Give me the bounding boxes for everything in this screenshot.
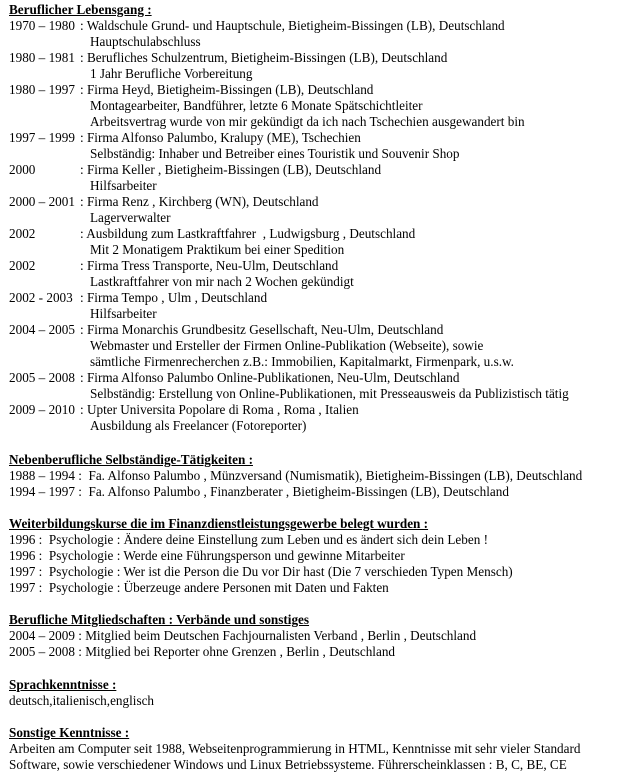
section-heading-languages: Sprachkenntnisse :	[9, 677, 117, 692]
career-date: 2004 – 2005	[9, 322, 75, 337]
career-entry-title: : Waldschule Grund- und Hauptschule, Bietigheim-Bissingen (LB), Deutschland	[80, 18, 505, 33]
career-entry-detail: Hauptschulabschluss	[90, 34, 201, 49]
career-entry-detail: Selbständig: Inhaber und Betreiber eines Touristik und Souvenir Shop	[90, 146, 460, 161]
language-line: deutsch,italienisch,englisch	[9, 693, 155, 708]
career-date: 1980 – 1997	[9, 82, 75, 97]
section-heading-career: Beruflicher Lebensgang :	[9, 2, 152, 17]
career-entry-detail: Arbeitsvertrag wurde von mir gekündigt da ich nach Tschechien ausgewandert bin	[90, 114, 525, 129]
other-skills-line: Arbeiten am Computer seit 1988, Webseitenprogrammierung in HTML, Kenntnisse mit sehr vieler Standard	[9, 741, 581, 756]
career-entry-detail: sämtliche Firmenrecherchen z.B.: Immobilien, Kapitalmarkt, Firmenpark, u.s.w.	[90, 354, 514, 369]
career-entry-detail: Ausbildung als Freelancer (Fotoreporter)	[90, 418, 307, 433]
career-date: 1997 – 1999	[9, 130, 75, 145]
course-line: 1996 : Psychologie : Werde eine Führungsperson und gewinne Mitarbeiter	[9, 548, 405, 563]
career-entry-detail: Hilfsarbeiter	[90, 178, 157, 193]
career-entry-title: : Firma Alfonso Palumbo, Kralupy (ME), Tschechien	[80, 130, 361, 145]
career-entry-detail: Selbständig: Erstellung von Online-Publikationen, mit Presseausweis da Publizistisch tätig	[90, 386, 569, 401]
career-entry-detail: Mit 2 Monatigem Praktikum bei einer Spedition	[90, 242, 345, 257]
career-date: 2002	[9, 226, 36, 241]
career-entry-title: : Ausbildung zum Lastkraftfahrer , Ludwigsburg , Deutschland	[80, 226, 416, 241]
course-line: 1996 : Psychologie : Ändere deine Einstellung zum Leben und es ändert sich dein Leben !	[9, 532, 489, 547]
section-heading-other: Sonstige Kenntnisse :	[9, 725, 130, 740]
career-date: 2005 – 2008	[9, 370, 75, 385]
course-line: 1997 : Psychologie : Wer ist die Person die Du vor Dir hast (Die 7 verschieden Typen Mensch)	[9, 564, 513, 579]
side-job-line: 1994 – 1997 : Fa. Alfonso Palumbo , Finanzberater , Bietigheim-Bissingen (LB), Deutschland	[9, 484, 509, 499]
side-job-line: 1988 – 1994 : Fa. Alfonso Palumbo , Münzversand (Numismatik), Bietigheim-Bissingen (LB), Deutschland	[9, 468, 583, 483]
career-entry-title: : Upter Universita Popolare di Roma , Roma , Italien	[80, 402, 359, 417]
career-date: 1970 – 1980	[9, 18, 75, 33]
career-entry-title: : Berufliches Schulzentrum, Bietigheim-Bissingen (LB), Deutschland	[80, 50, 448, 65]
other-skills-line: Software, sowie verschiedener Windows und Linux Betriebssysteme. Führerscheinklassen : B, C, BE, CE	[9, 757, 567, 772]
section-heading-courses: Weiterbildungskurse die im Finanzdienstleistungsgewerbe belegt wurden :	[9, 516, 429, 531]
career-date: 1980 – 1981	[9, 50, 75, 65]
career-date: 2009 – 2010	[9, 402, 75, 417]
section-heading-memberships: Berufliche Mitgliedschaften : Verbände und sonstiges	[9, 612, 310, 627]
career-entry-detail: 1 Jahr Berufliche Vorbereitung	[90, 66, 253, 81]
career-entry-detail: Montagearbeiter, Bandführer, letzte 6 Monate Spätschichtleiter	[90, 98, 423, 113]
career-date: 2000 – 2001	[9, 194, 75, 209]
career-entry-detail: Lastkraftfahrer von mir nach 2 Wochen gekündigt	[90, 274, 354, 289]
career-entry-detail: Lagerverwalter	[90, 210, 171, 225]
career-date: 2002	[9, 258, 36, 273]
career-date: 2002 - 2003	[9, 290, 73, 305]
career-entry-title: : Firma Heyd, Bietigheim-Bissingen (LB), Deutschland	[80, 82, 374, 97]
career-entry-title: : Firma Alfonso Palumbo Online-Publikationen, Neu-Ulm, Deutschland	[80, 370, 460, 385]
course-line: 1997 : Psychologie : Überzeuge andere Personen mit Daten und Fakten	[9, 580, 389, 595]
career-entry-title: : Firma Tempo , Ulm , Deutschland	[80, 290, 268, 305]
career-entry-detail: Webmaster und Ersteller der Firmen Online-Publikation (Webseite), sowie	[90, 338, 484, 353]
section-heading-side-jobs: Nebenberufliche Selbständige-Tätigkeiten :	[9, 452, 253, 467]
career-entry-title: : Firma Monarchis Grundbesitz Gesellschaft, Neu-Ulm, Deutschland	[80, 322, 444, 337]
membership-line: 2005 – 2008 : Mitglied bei Reporter ohne Grenzen , Berlin , Deutschland	[9, 644, 396, 659]
career-date: 2000	[9, 162, 36, 177]
career-entry-title: : Firma Tress Transporte, Neu-Ulm, Deutschland	[80, 258, 339, 273]
career-entry-title: : Firma Keller , Bietigheim-Bissingen (LB), Deutschland	[80, 162, 382, 177]
career-entry-detail: Hilfsarbeiter	[90, 306, 157, 321]
career-entry-title: : Firma Renz , Kirchberg (WN), Deutschland	[80, 194, 319, 209]
membership-line: 2004 – 2009 : Mitglied beim Deutschen Fachjournalisten Verband , Berlin , Deutschland	[9, 628, 477, 643]
